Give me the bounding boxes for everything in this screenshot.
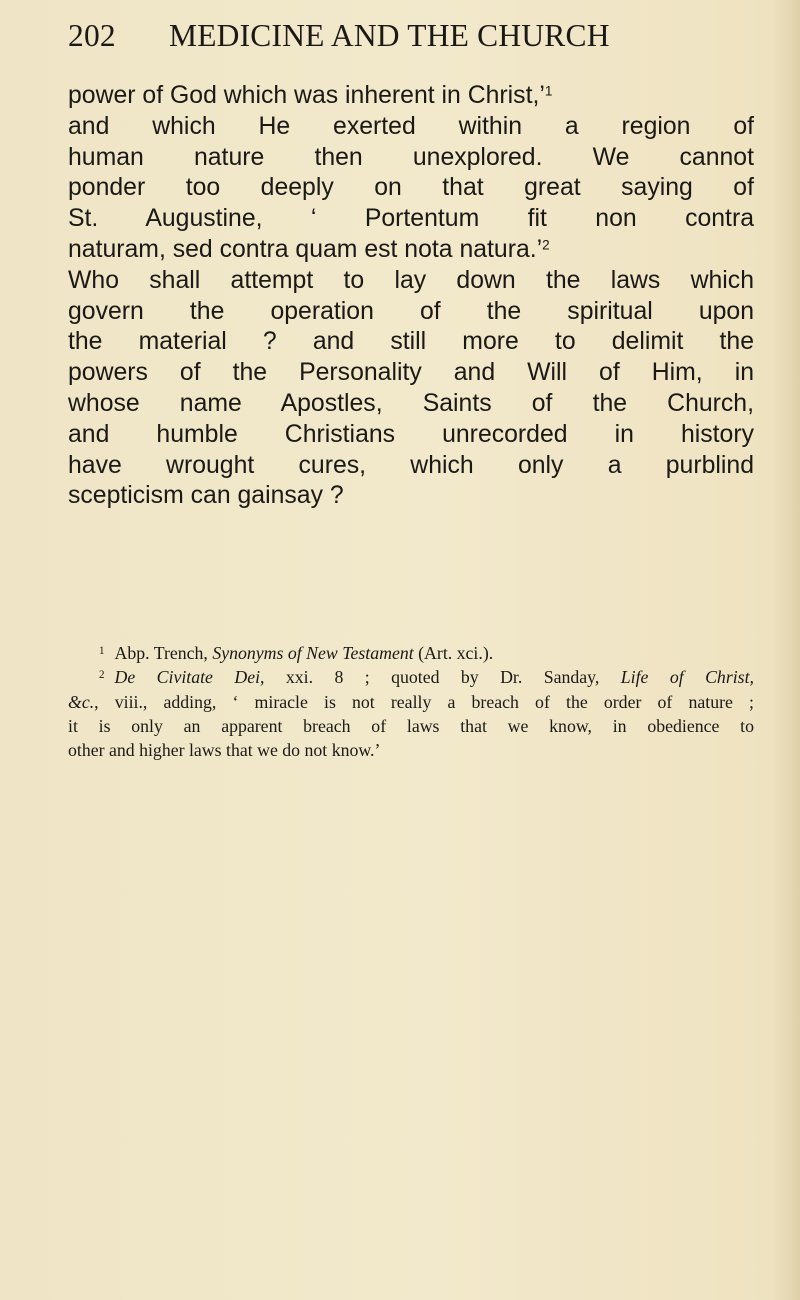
footnote-1	[68, 641, 754, 665]
body-line-1-text: power of God which was inherent in Christ,’	[68, 82, 545, 109]
body-line-9: the material ? and still more to delimit the	[68, 328, 754, 356]
footnote-1-author: Abp. Trench,	[114, 643, 213, 663]
footnote-2-work-title: De Civitate Dei	[114, 667, 261, 688]
body-line-6	[68, 235, 754, 266]
footnote-1-marker: 1	[99, 645, 105, 658]
footnote-reference-2: 2	[542, 237, 550, 253]
running-head	[68, 14, 760, 58]
body-line-11: whose name Apostles, Saints of the Church,	[68, 389, 754, 417]
body-line-13: have wrought cures, which only a purblind	[68, 451, 754, 479]
footnote-2-line-1	[68, 665, 754, 689]
footnote-2-etc: &c.	[68, 691, 95, 712]
body-line-7: Who shall attempt to lay down the laws which	[68, 266, 754, 294]
footnote-2-citation: , xxi. 8 ; quoted by Dr. Sanday,	[260, 667, 621, 688]
footnote-1-reference: (Art. xci.).	[413, 643, 494, 663]
body-line-4: ponder too deeply on that great saying of	[68, 174, 754, 202]
footnote-2-marker: 2	[99, 669, 105, 682]
body-line-1	[68, 81, 754, 112]
footnote-1-work-title: Synonyms of New Testament	[212, 643, 414, 663]
body-line-2: and which He exerted within a region of	[68, 112, 754, 140]
footnote-2-line-2-text: , viii., adding, ‘ miracle is not really a breach of the order of nature ;	[94, 691, 754, 712]
body-line-6-text: naturam, sed contra quam est nota natura.’	[68, 235, 543, 263]
main-text	[68, 81, 768, 512]
page-number: 202	[68, 18, 116, 53]
body-line-12: and humble Christians unrecorded in history	[68, 420, 754, 448]
footnote-2-line-2	[68, 690, 754, 714]
body-line-8: govern the operation of the spiritual upon	[68, 297, 754, 325]
footnotes	[68, 641, 768, 762]
body-line-5: St. Augustine, ‘ Portentum fit non contra	[68, 205, 754, 233]
footnote-reference-1: 1	[544, 83, 553, 99]
body-line-10: powers of the Personality and Will of Him, in	[68, 359, 754, 387]
footnote-2-line-4: other and higher laws that we do not know.’	[68, 740, 381, 761]
page-edge-shadow	[772, 0, 800, 1300]
body-line-3: human nature then unexplored. We cannot	[68, 143, 754, 171]
body-line-14: scepticism can gainsay ?	[68, 482, 344, 510]
footnote-2-sanday-title: Life of Christ,	[620, 667, 754, 688]
footnote-2-line-3: it is only an apparent breach of laws that we know, in obedience to	[68, 715, 754, 736]
running-title: MEDICINE AND THE CHURCH	[169, 18, 610, 53]
